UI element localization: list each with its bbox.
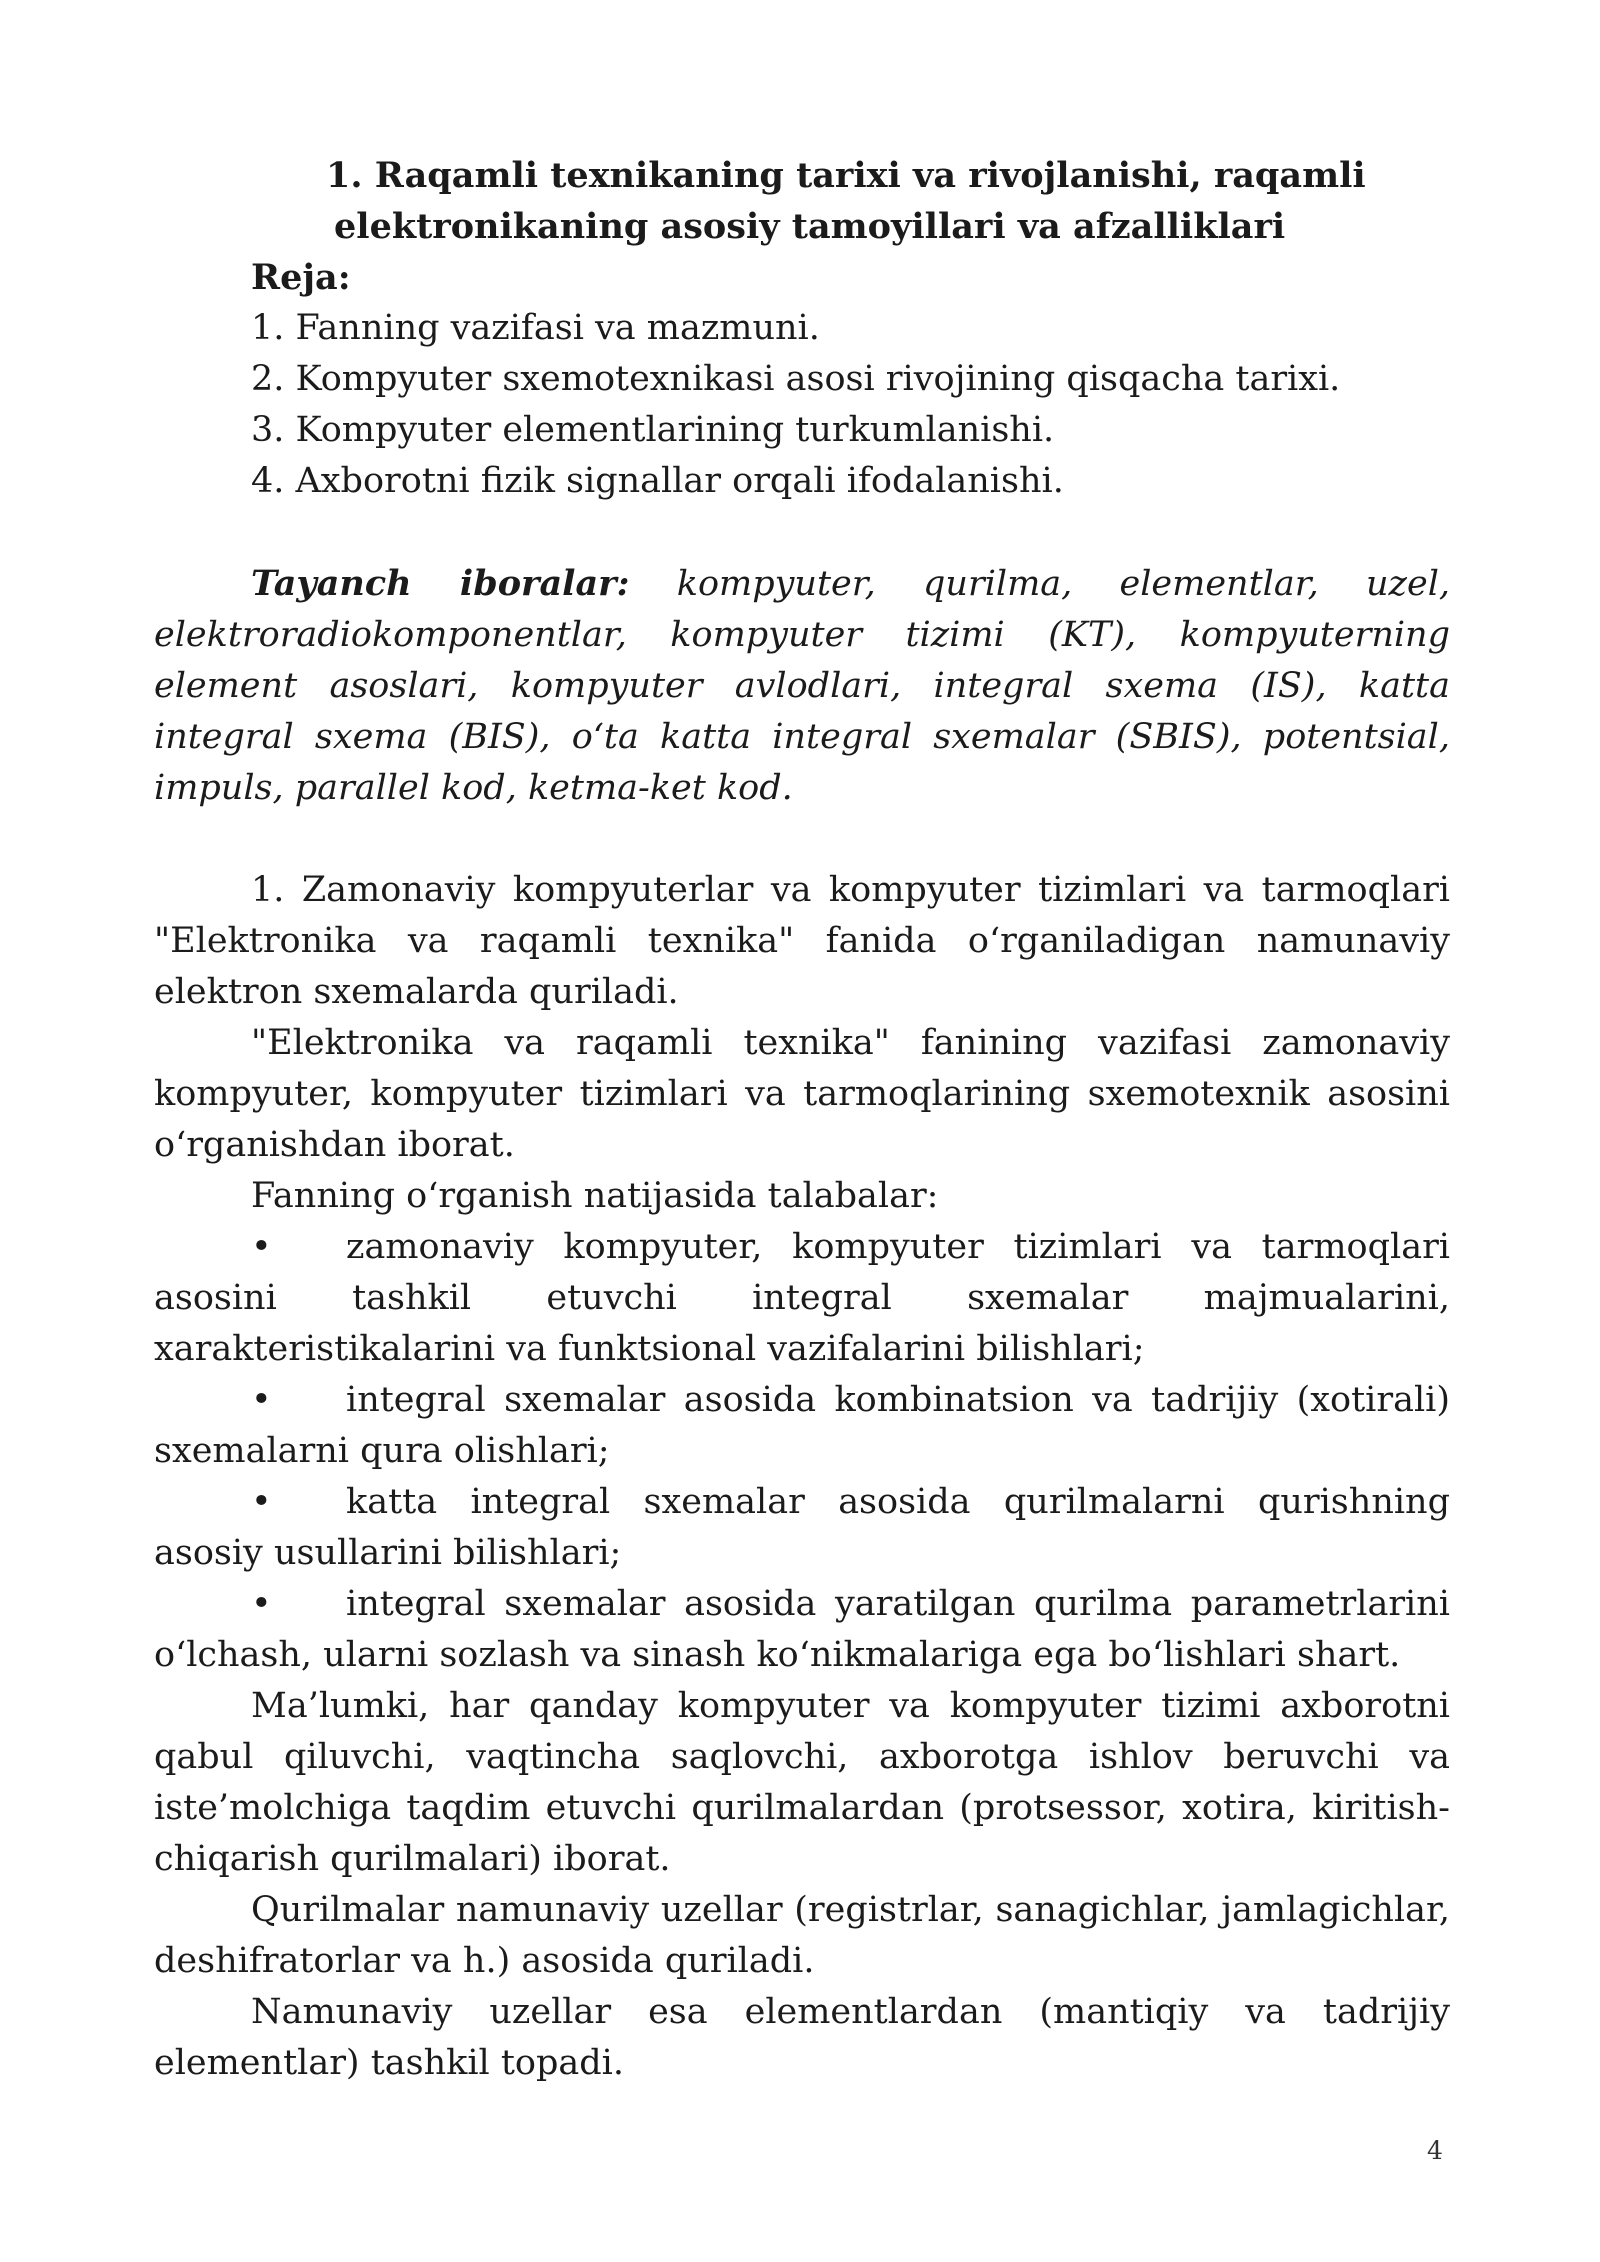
bullet-item [154,1375,1450,1477]
bullet-glyph: • [251,1380,272,1420]
plan-heading: Reja: [251,257,351,298]
plan-item: 2. Kompyuter sxemotexnikasi asosi rivojining qisqacha tarixi. [251,359,1341,399]
bullet-text: katta integral sxemalar asosida qurilmalarni qurishning asosiy usullarini bilishlari; [154,1482,1450,1573]
paragraph-intro: 1. Zamonaviy kompyuterlar va kompyuter tizimlari va tarmoqlari "Elektronika va raqamli texnika" fanida o‘rganiladigan namunaviy elektron sxemalarda quriladi. [154,870,1450,1012]
paragraph-outcomes-lead: Fanning o‘rganish natijasida talabalar: [251,1176,939,1216]
document-page [154,150,1450,2089]
bullet-text: integral sxemalar asosida yaratilgan qurilma parametrlarini o‘lchash, ularni sozlash va sinash ko‘nikmalariga ega bo‘lishlari shart. [154,1584,1450,1675]
bullet-glyph: • [251,1227,272,1267]
bullet-item [154,1477,1450,1579]
paragraph-nodes: Qurilmalar namunaviy uzellar (registrlar, sanagichlar, jamlagichlar, deshifratorlar va h.) asosida quriladi. [154,1890,1450,1981]
bullet-item [154,1222,1450,1375]
plan-list [154,303,1450,507]
paragraph-elements: Namunaviy uzellar esa elementlardan (mantiqiy va tadrijiy elementlar) tashkil topadi. [154,1992,1450,2083]
page-number: 4 [1427,2136,1443,2165]
keywords-label: Tayanch iboralar: [251,563,630,604]
plan-item: 1. Fanning vazifasi va mazmuni. [251,308,820,348]
keywords-paragraph [154,558,1450,814]
plan-item: 4. Axborotni fizik signallar orqali ifodalanishi. [251,461,1064,501]
plan-item: 3. Kompyuter elementlarining turkumlanishi. [251,410,1055,450]
bullet-item [154,1579,1450,1681]
bullet-glyph: • [251,1482,272,1522]
section-title: 1. Raqamli texnikaning tarixi va rivojlanishi, raqamli elektronikaning asosiy tamoyillari va afzalliklari [326,155,1366,247]
bullet-glyph: • [251,1584,272,1624]
keywords-text: kompyuter, qurilma, elementlar, uzel, elektroradiokomponentlar, kompyuter tizimi (KT), kompyuterning element asoslari, kompyuter avlodlari, integral sxema (IS), katta integral sxema (BIS), o‘ta katta integral sxemalar (SBIS), potentsial, impuls, parallel kod, ketma-ket kod. [154,564,1451,808]
paragraph-devices: Ma’lumki, har qanday kompyuter va kompyuter tizimi axborotni qabul qiluvchi, vaqtincha saqlovchi, axborotga ishlov beruvchi va iste’molchiga taqdim etuvchi qurilmalardan (protsessor, xotira, kiritish-chiqarish qurilmalari) iborat. [154,1686,1450,1879]
paragraph-task: "Elektronika va raqamli texnika" fanining vazifasi zamonaviy kompyuter, kompyuter tizimlari va tarmoqlarining sxemotexnik asosini o‘rganishdan iborat. [154,1023,1450,1165]
bullet-text: integral sxemalar asosida kombinatsion va tadrijiy (xotirali) sxemalarni qura olishlari; [154,1380,1450,1471]
bullet-text: zamonaviy kompyuter, kompyuter tizimlari va tarmoqlari asosini tashkil etuvchi integral sxemalar majmualarini, xarakteristikalarini va funktsional vazifalarini bilishlari; [154,1227,1450,1369]
